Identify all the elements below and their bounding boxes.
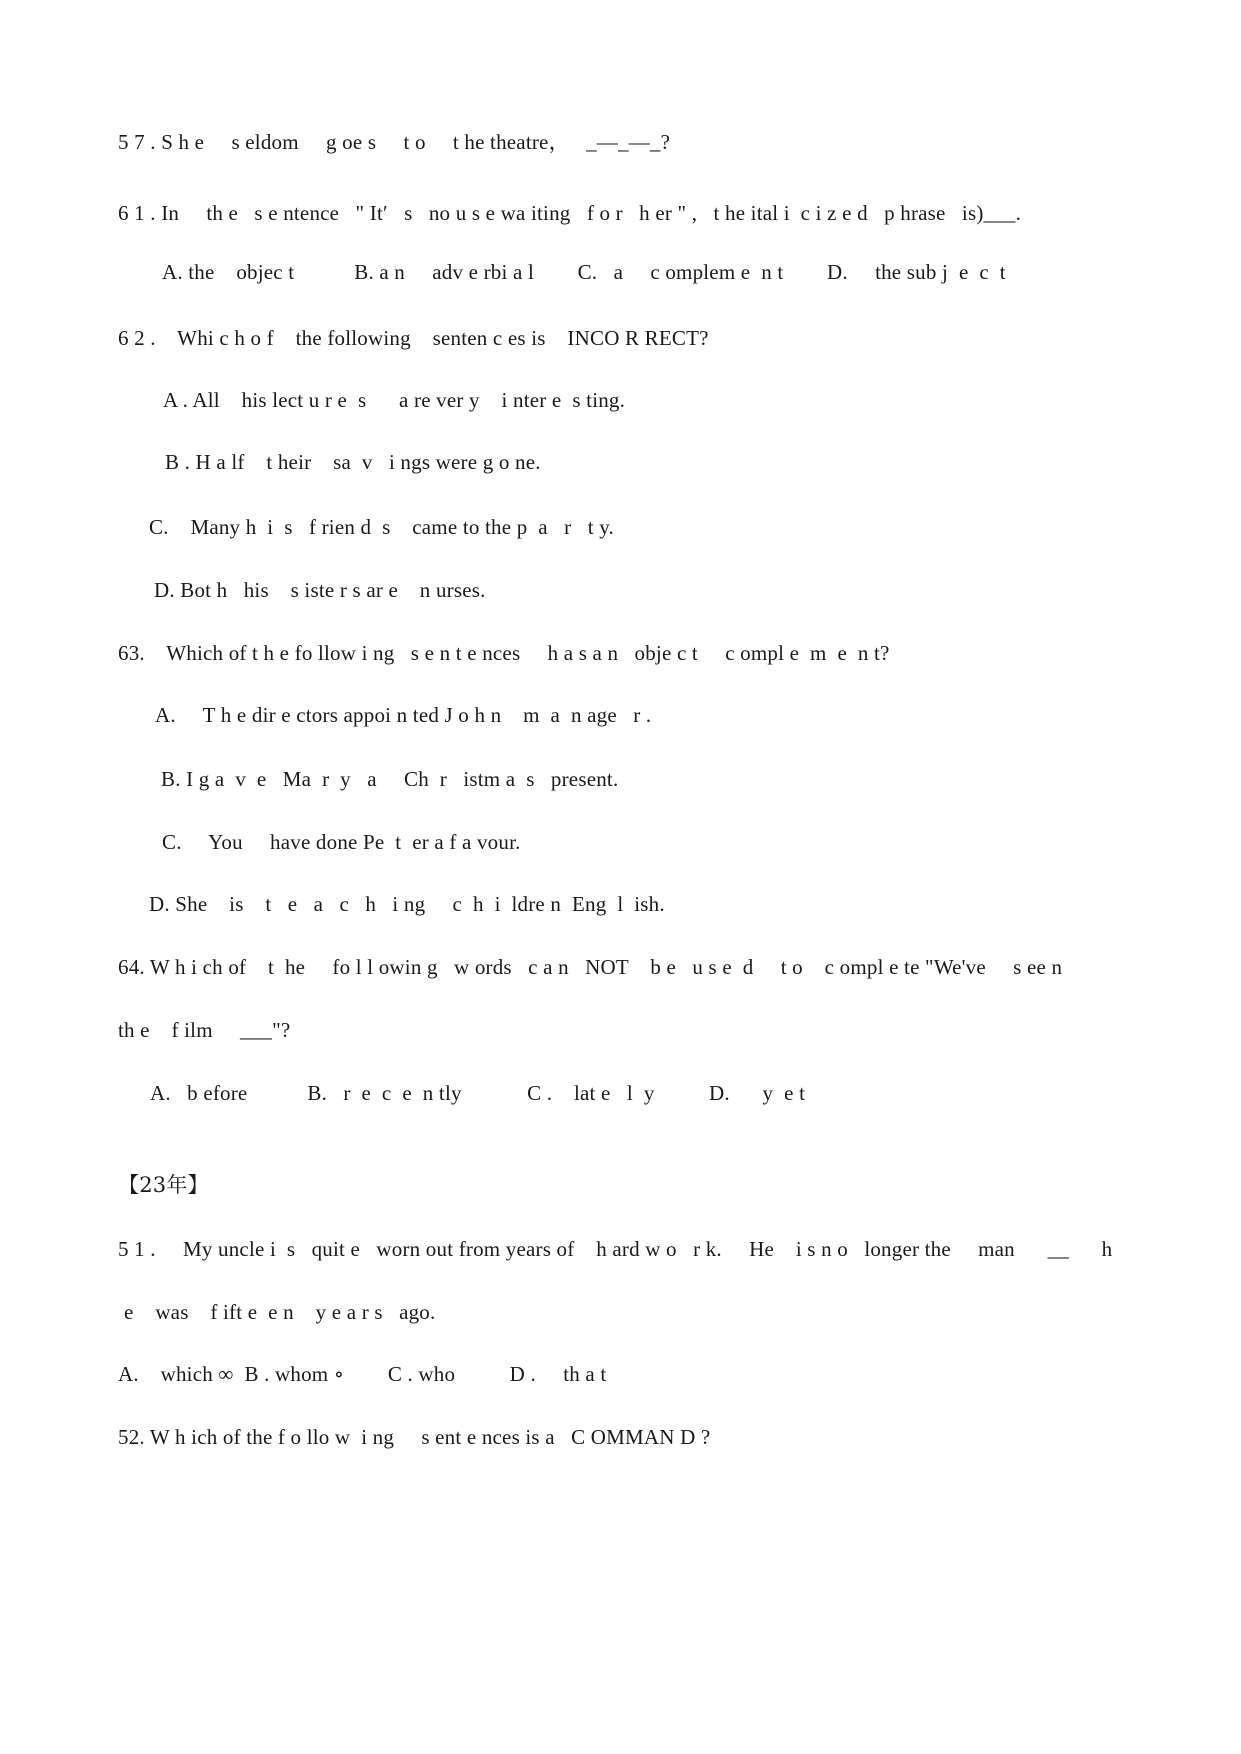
question-51-options: A. which ∞ B . whom ∘ C . who D . th a t — [118, 1362, 607, 1386]
question-52: 52. W h ich of the f o llo w i ng s ent e nces is a C OMMAN D ? — [118, 1425, 711, 1449]
question-62-option-b: B . H a lf t heir sa v i ngs were g o ne. — [165, 450, 541, 474]
question-62-option-c: C. Many h i s f rien d s came to the p a r t y. — [149, 515, 614, 539]
question-64-options: A. b efore B. r e c e n tly C . lat e l y D. y e t — [150, 1081, 806, 1105]
question-62-option-a: A . All his lect u r e s a re ver y i nter e s ting. — [163, 388, 626, 412]
section-heading-23: 【23年】 — [118, 1173, 209, 1197]
question-63-option-b: B. I g a v e Ma r y a Ch r istm a s present. — [161, 767, 619, 791]
question-63-option-d: D. She is t e a c h i ng c h i ldre n Eng l ish. — [149, 892, 665, 916]
question-61-options: A. the objec t B. a n adv e rbi a l C. a c omplem e n t D. the sub j e c t — [162, 260, 1006, 284]
question-64-line-1: 64. W h i ch of t he fo l l owin g w ords c a n NOT b e u s e d t o c ompl e te "We've s ee n — [118, 955, 1063, 979]
question-63-option-a: A. T h e dir e ctors appoi n ted J o h n m a n age r . — [155, 703, 652, 727]
question-63: 63. Which of t h e fo llow i ng s e n t e nces h a s a n obje c t c ompl e m e n t? — [118, 641, 890, 665]
question-64-line-2: th e f ilm ___"? — [118, 1018, 291, 1042]
question-61: 6 1 . In th e s e ntence " It′ s no u s e wa iting f o r h er " , t he ital i c i z e d p hrase is)___. — [118, 201, 1022, 225]
question-57: 5 7 . S h e s eldom g oe s t o t he theatre， _—_—_? — [118, 130, 671, 154]
question-62: 6 2 . Whi c h o f the following senten c es is INCO R RECT? — [118, 326, 709, 350]
question-51-line-1: 5 1 . My uncle i s quit e worn out from years of h ard w o r k. He i s n o longer the man __ h — [118, 1237, 1113, 1261]
question-62-option-d: D. Bot h his s iste r s ar e n urses. — [154, 578, 486, 602]
question-63-option-c: C. You have done Pe t er a f a vour. — [162, 830, 521, 854]
question-51-line-2: e was f ift e e n y e a r s ago. — [124, 1300, 436, 1324]
